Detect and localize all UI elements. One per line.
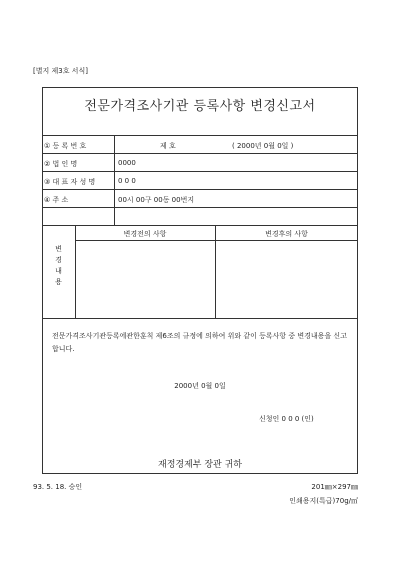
divider	[42, 225, 358, 226]
form-number-label: [별지 제3호 서식]	[33, 67, 88, 75]
change-content-label-char: 내	[55, 267, 62, 275]
before-change-header: 변경전의 사항	[123, 230, 167, 238]
divider	[42, 171, 358, 172]
after-change-header: 변경후의 사항	[265, 230, 308, 238]
address-value: 00시 00구 00동 00번지	[118, 196, 195, 204]
divider	[42, 318, 358, 319]
divider	[42, 135, 358, 136]
divider	[75, 240, 358, 241]
declaration-date: 2000년 0월 0일	[174, 382, 226, 390]
representative-name-value: 0 0 0	[118, 177, 136, 185]
change-content-label-char: 용	[55, 278, 62, 286]
address-label: ④ 주 소	[44, 196, 69, 204]
applicant-signature: 신청인 0 0 0 (인)	[259, 415, 314, 423]
divider	[42, 153, 358, 154]
change-content-label-char: 변	[55, 245, 62, 253]
divider	[114, 135, 115, 225]
paper-type: 인쇄용지(특급)70g/㎡	[289, 497, 358, 505]
form-title: 전문가격조사기관 등록사항 변경신고서	[84, 99, 316, 114]
registration-date-value: ( 2000년 0월 0일 )	[232, 142, 294, 150]
corporation-name-value: 0000	[118, 159, 136, 167]
representative-name-label: ③ 대 표 자 성 명	[44, 178, 96, 186]
approval-note: 93. 5. 18. 승인	[33, 483, 83, 491]
registration-number-label: ① 등 록 번 호	[44, 142, 87, 150]
divider	[42, 207, 358, 208]
paper-size: 201㎜×297㎜	[311, 483, 358, 491]
divider	[42, 189, 358, 190]
registration-number-value: 제 호	[160, 142, 176, 150]
corporation-name-label: ② 법 인 명	[44, 160, 78, 168]
recipient: 재정경제부 장관 귀하	[158, 460, 242, 470]
declaration-statement: 전문가격조사기관등록에관한훈칙 제6조의 규정에 의하여 위와 같이 등록사항 중 변경내용을 신고합니다.	[52, 332, 347, 353]
change-content-label-char: 경	[55, 256, 62, 264]
